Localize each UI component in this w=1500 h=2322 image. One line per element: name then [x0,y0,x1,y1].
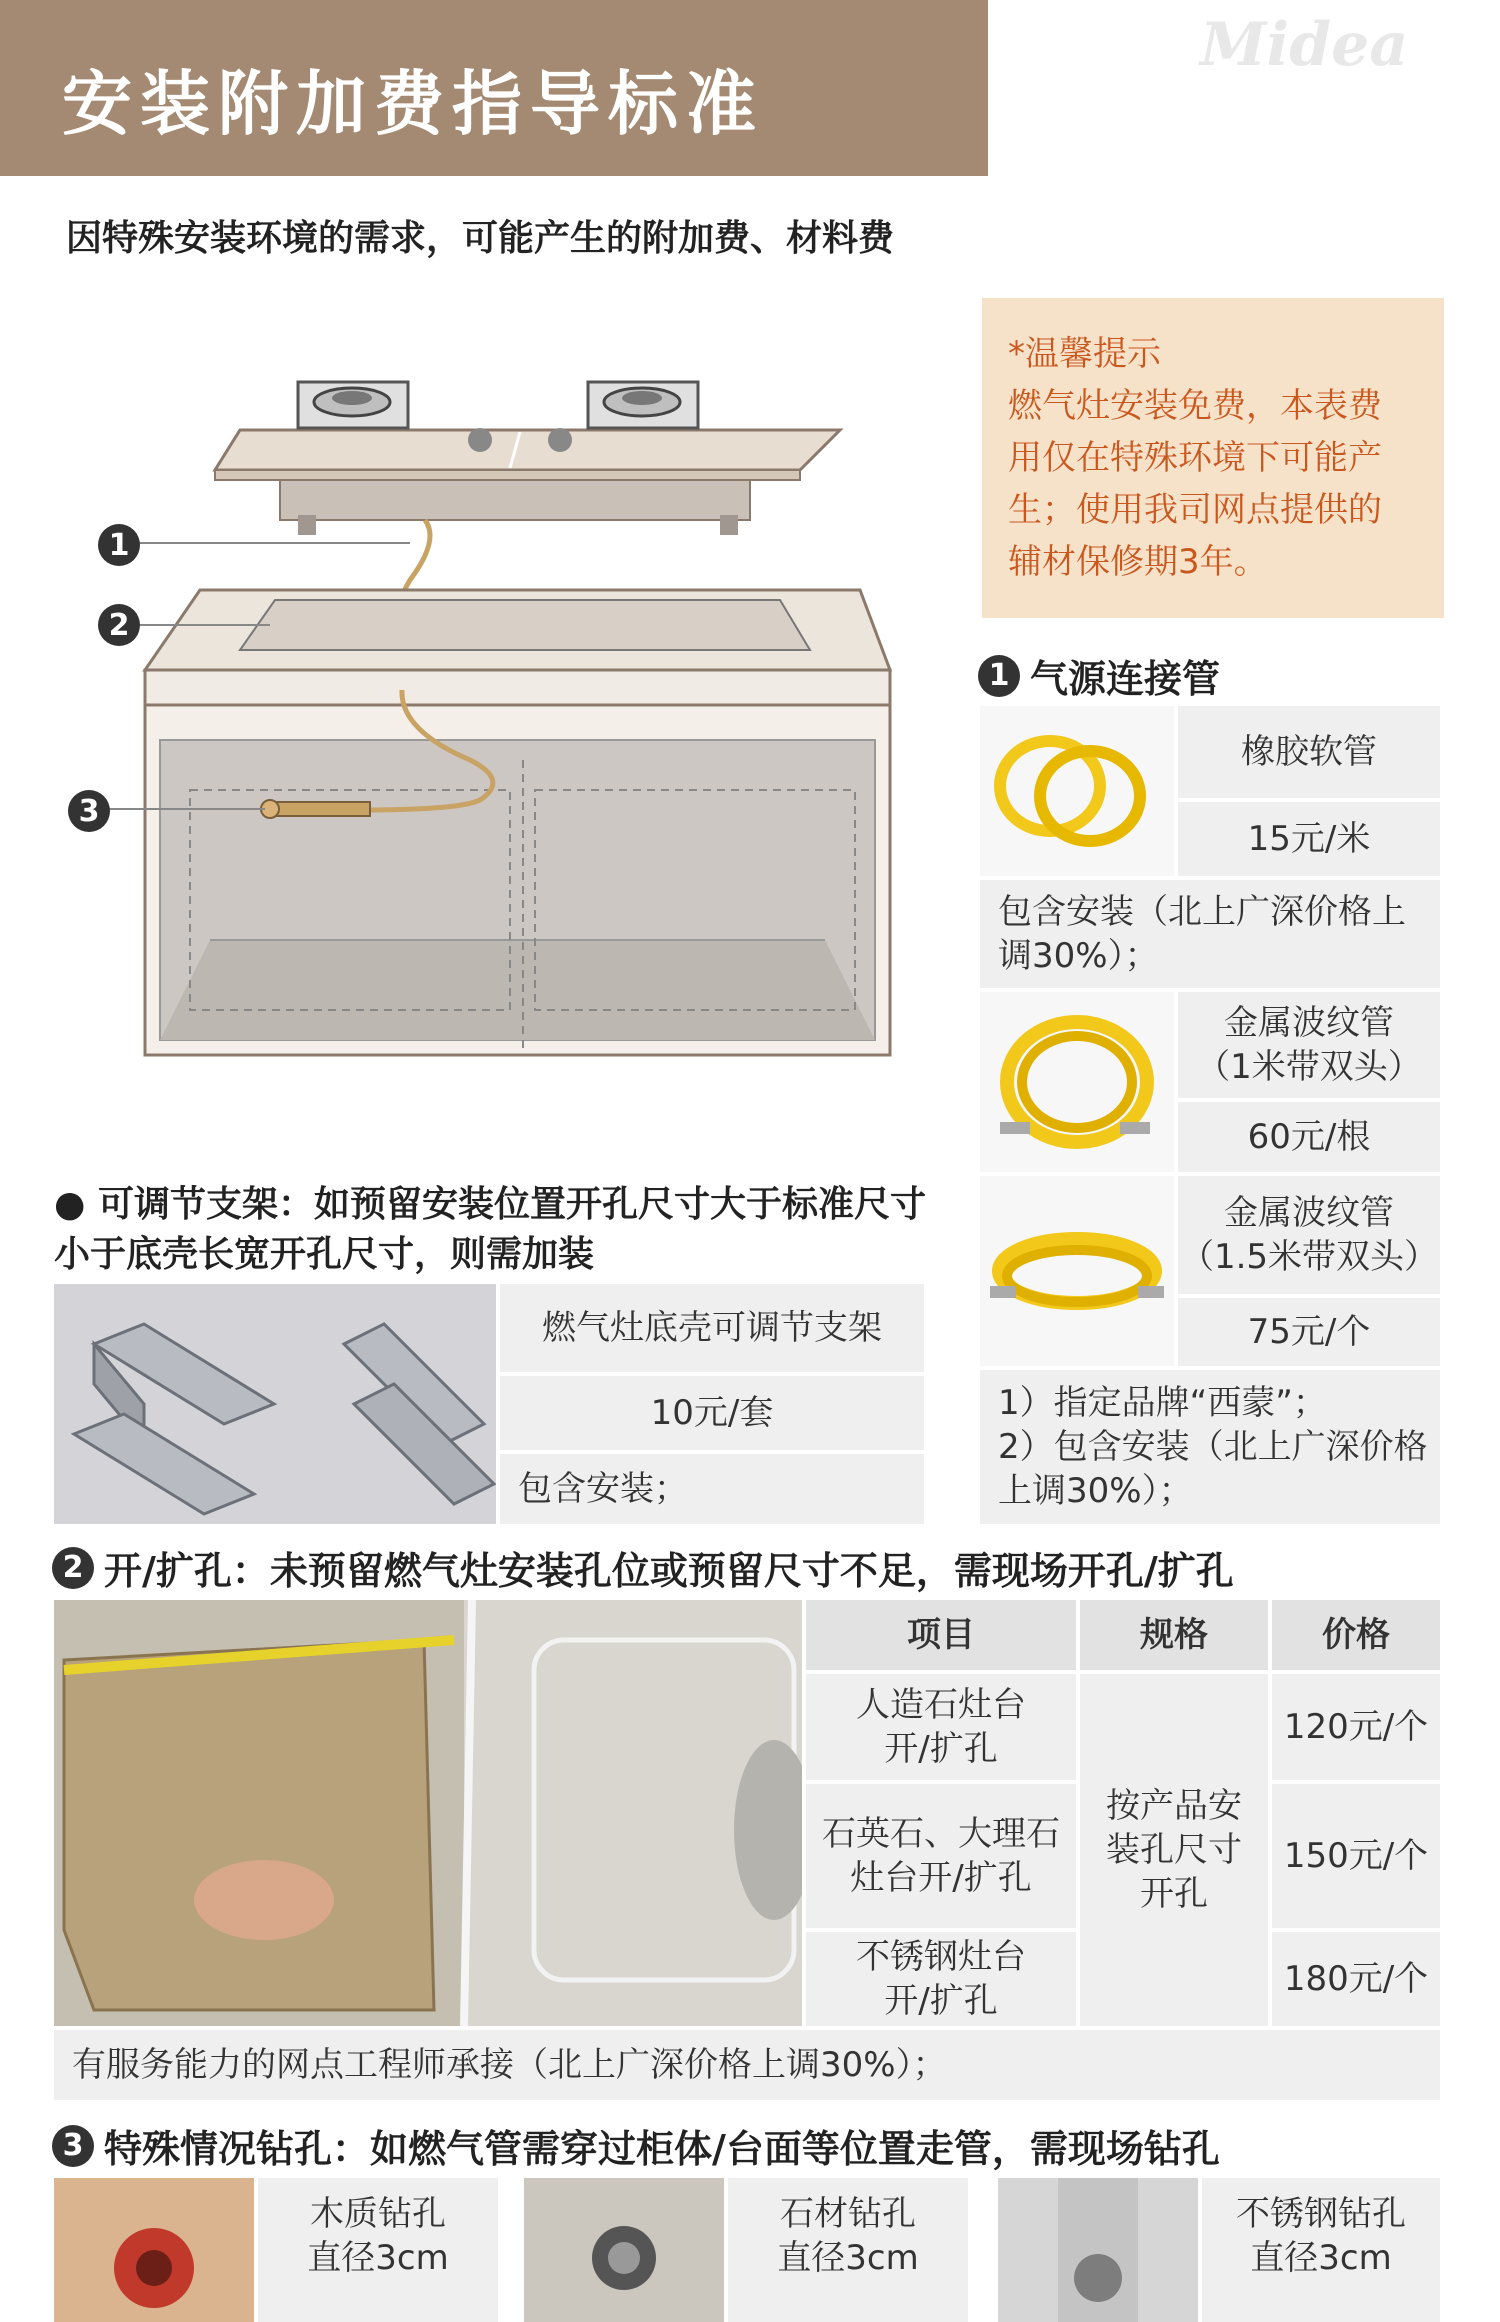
name-line: 金属波纹管 [1224,1003,1394,1043]
hose-coil-icon [980,1176,1174,1366]
drill-size: 直径3cm [307,2238,449,2278]
wood-drill-info [258,2178,498,2322]
name-line: 金属波纹管 [1224,1193,1394,1233]
bracket-note: 包含安装； [500,1454,924,1524]
bracket-heading: ● 可调节支架：如预留安装位置开孔尺寸大于标准尺寸小于底壳长宽开孔尺寸，则需加装 [54,1184,926,1275]
hole-heading [52,1540,1234,1595]
hole-row-price: 180元/个 [1272,1932,1440,2026]
hole-row-item: 石英石、大理石灶台开/扩孔 [806,1784,1076,1928]
callout-3: 3 [68,790,110,832]
tip-heading: *温馨提示 [1008,334,1161,374]
hole-cutting-photo [54,1600,802,2026]
note-line: 2）包含安装（北上广深价格上调30%）； [998,1427,1428,1511]
col-spec-header: 规格 [1080,1600,1268,1670]
rubber-hose-note: 包含安装（北上广深价格上调30%）； [980,880,1440,988]
drill-size: 直径3cm [777,2238,919,2278]
tip-line: 生；使用我司网点提供的 [1008,490,1382,530]
metal-hose-15m-photo [980,1176,1174,1366]
wood-drill-photo [54,2178,254,2322]
tip-line: 用仅在特殊环境下可能产 [1008,438,1382,478]
metal-hose-1m-name [1178,992,1440,1098]
hole-note: 有服务能力的网点工程师承接（北上广深价格上调30%）； [54,2030,1440,2100]
hose-coil-icon [980,992,1174,1172]
steel-drill-info [1202,2178,1440,2322]
burner-left [298,382,408,428]
bracket-icon [54,1284,496,1524]
stove-cabinet-diagram [40,340,940,1080]
cutting-scene-icon [54,1600,802,2026]
bracket-photo [54,1284,496,1524]
name-line: （1米带双头） [1196,1047,1422,1087]
drill-bit-icon [524,2178,724,2322]
drill-name: 木质钻孔 [310,2194,446,2234]
stone-drill-photo [524,2178,724,2322]
rubber-hose-photo [980,706,1174,876]
callout-2: 2 [98,604,140,646]
metal-hose-15m-name [1178,1176,1440,1294]
tip-box [982,298,1444,618]
rubber-hose-name: 橡胶软管 [1178,706,1440,798]
midea-watermark: Midea [1200,10,1409,80]
section-title: 特殊情况钻孔：如燃气管需穿过柜体/台面等位置走管，需现场钻孔 [104,2127,1220,2171]
tip-line: 燃气灶安装免费，本表费 [1008,386,1382,426]
stone-drill-info [728,2178,968,2322]
col-item-header: 项目 [806,1600,1076,1670]
hole-row-item: 不锈钢灶台开/扩孔 [806,1932,1076,2026]
section-title: 开/扩孔：未预留燃气灶安装孔位或预留尺寸不足，需现场开孔/扩孔 [104,1549,1234,1593]
metal-hose-note [980,1370,1440,1524]
section-title: 气源连接管 [1030,657,1221,701]
hole-row-price: 120元/个 [1272,1674,1440,1780]
gas-pipe-heading [978,648,1220,703]
section-number: 3 [52,2125,94,2167]
section-number: 2 [52,1547,94,1589]
drill-bit-icon [54,2178,254,2322]
col-price-header: 价格 [1272,1600,1440,1670]
callout-1: 1 [98,524,140,566]
drill-name: 不锈钢钻孔 [1236,2194,1406,2234]
page-title: 安装附加费指导标准 [62,63,764,145]
section-number: 1 [978,655,1020,697]
bracket-price: 10元/套 [500,1376,924,1450]
bracket-name: 燃气灶底壳可调节支架 [500,1284,924,1372]
note-line: 1）指定品牌“西蒙”； [998,1383,1327,1423]
drill-hole-icon [998,2178,1198,2322]
hole-spec: 按产品安装孔尺寸开孔 [1080,1674,1268,2026]
tip-line: 辅材保修期3年。 [1008,542,1268,582]
drill-size: 直径3cm [1250,2238,1392,2278]
steel-drill-photo [998,2178,1198,2322]
metal-hose-1m-photo [980,992,1174,1172]
burner-right [588,382,698,428]
hole-row-item: 人造石灶台开/扩孔 [806,1674,1076,1780]
hole-row-price: 150元/个 [1272,1784,1440,1928]
metal-hose-1m-price: 60元/根 [1178,1102,1440,1172]
metal-hose-15m-price: 75元/个 [1178,1298,1440,1366]
hose-coil-icon [980,706,1174,876]
name-line: （1.5米带双头） [1179,1237,1439,1277]
page-subtitle: 因特殊安装环境的需求，可能产生的附加费、材料费 [66,218,895,259]
rubber-hose-price: 15元/米 [1178,802,1440,876]
drill-heading [52,2118,1220,2173]
drill-name: 石材钻孔 [780,2194,916,2234]
